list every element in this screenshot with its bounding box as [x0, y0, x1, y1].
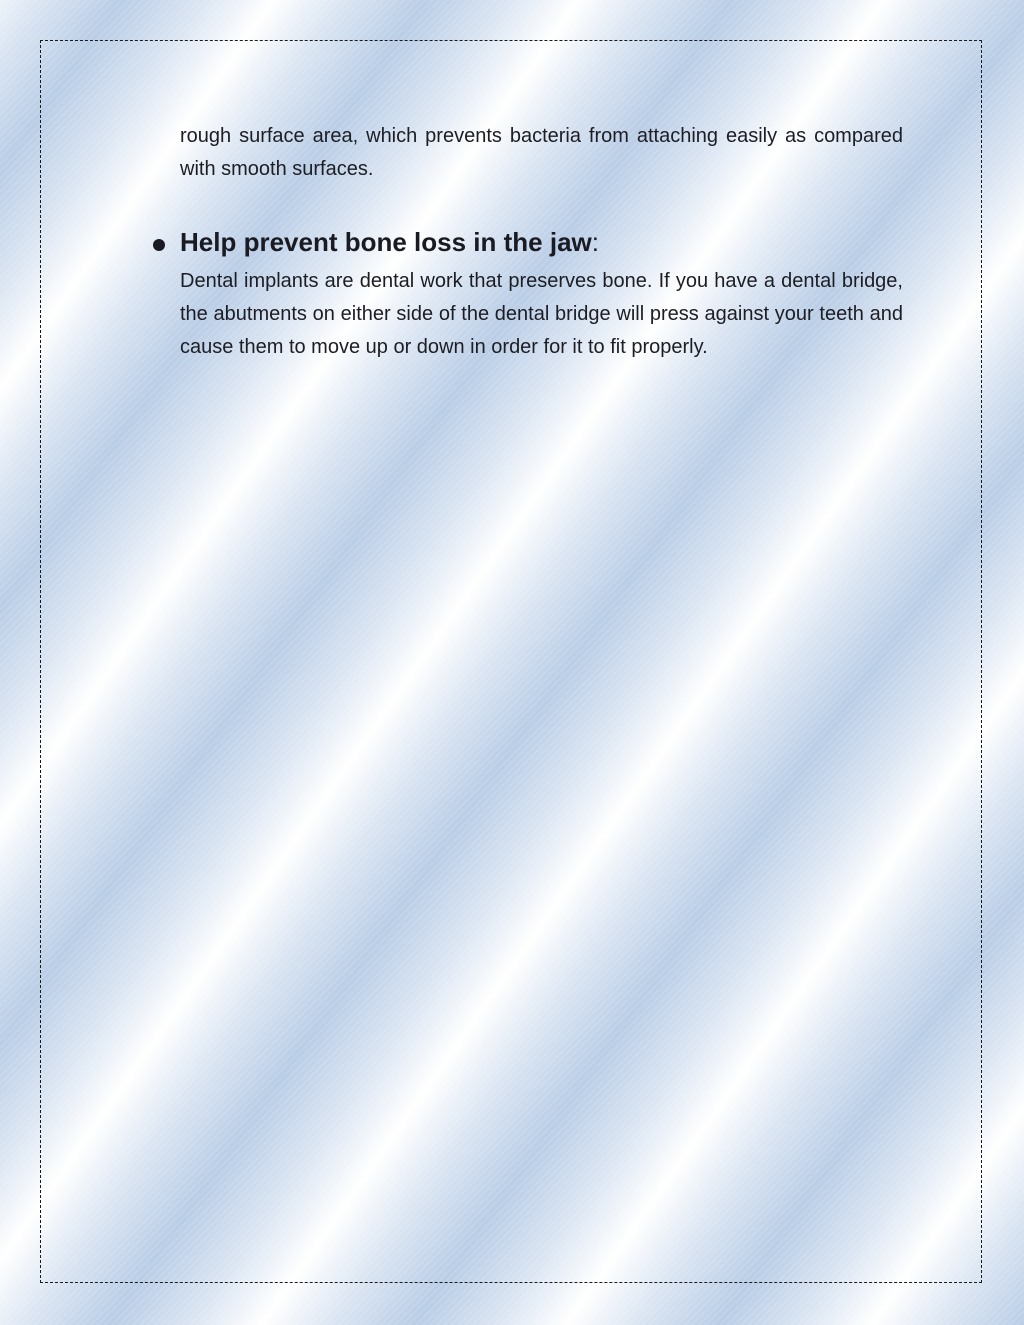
bullet-icon: [153, 239, 165, 251]
bullet-heading-text: Help prevent bone loss in the jaw: [180, 227, 592, 257]
continued-paragraph: rough surface area, which prevents bacteria from attaching easily as compared with smooth surfaces.: [180, 125, 903, 180]
page-content: [180, 120, 903, 364]
bullet-heading-colon: :: [591, 227, 599, 257]
bullet-body-paragraph: Dental implants are dental work that preserves bone. If you have a dental bridge, the abutments on either side of the dental bridge will press against your teeth and cause them to move up or down in order for it to fit properly.: [180, 270, 903, 358]
bullet-heading: [180, 222, 903, 262]
bullet-list-item: [180, 222, 903, 364]
